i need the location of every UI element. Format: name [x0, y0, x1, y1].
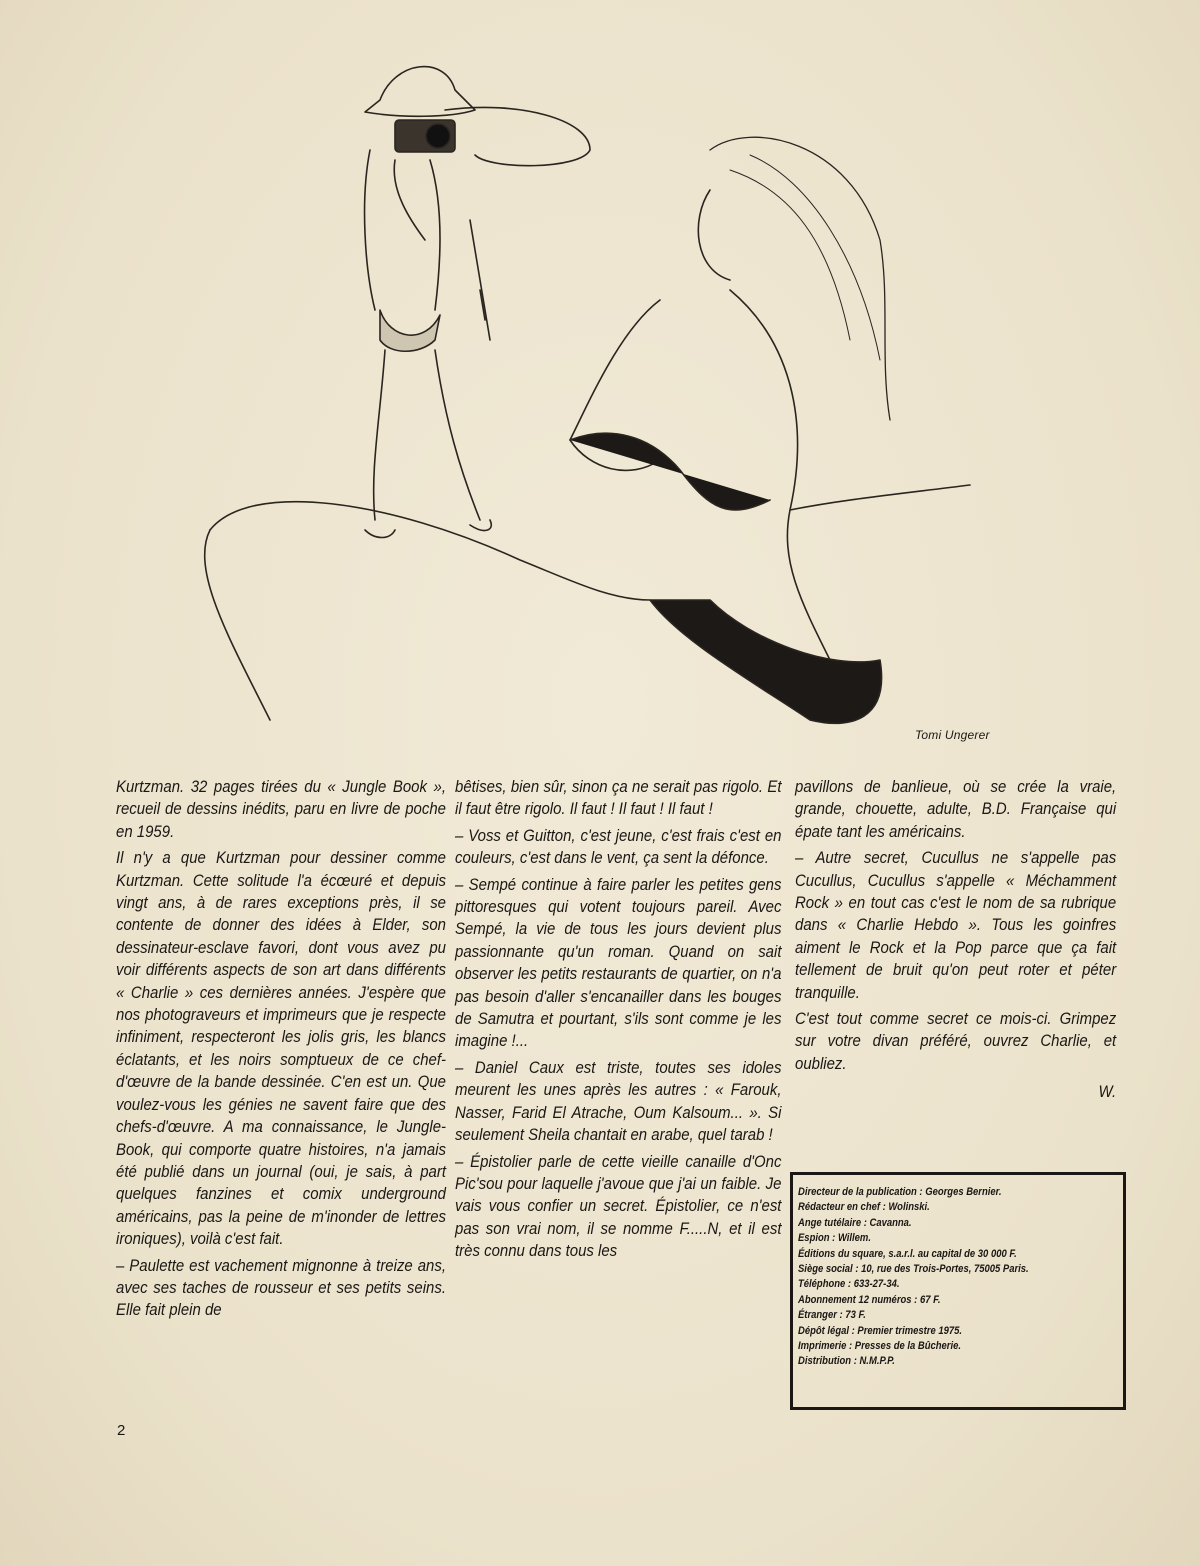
- paragraph: pavillons de banlieue, où se crée la vraie, grande, chouette, adulte, B.D. Française qui épate tant les américains.: [795, 777, 1117, 841]
- paragraph: – Daniel Caux est triste, toutes ses idoles meurent les unes après les autres : « Farouk, Nasser, Farid El Atrache, Oum Kalsoum... ». Si seulement Sheila chantait en arabe, quel tarab !: [455, 1057, 782, 1145]
- paragraph: Il n'y a que Kurtzman pour dessiner comme Kurtzman. Cette solitude l'a écœuré et depuis vingt ans, à de rares exceptions près, il se contente de donner des idées à Elder, son dessinateur-esclave favori, dont vous avez pu voir différents aspects de son art dans différents « Charlie » ces dernières années. J'espère que nos photograveurs et imprimeurs que je respecte infiniment, respecteront les jolis gris, les blancs éclatants, et les noirs somptueux de ce chef-d'œuvre de la bande dessinée. C'en est un. Que voulez-vous les génies ne savent faire que des chefs-d'œuvre. A ma connaissance, le Jungle-Book, qui comporte quatre histoires, n'a jamais été publié dans un journal (oui, je sais, à part quelques fanzines et comix underground américains, pas la peine de m'inonder de lettres ironiques), voilà c'est fait.: [116, 848, 446, 1249]
- masthead-line: Espion : Willem.: [798, 1232, 871, 1245]
- text-column-1: [116, 776, 446, 1326]
- masthead-line: Directeur de la publication : Georges Bernier.: [798, 1186, 1002, 1198]
- masthead-line: Ange tutélaire : Cavanna.: [798, 1216, 912, 1229]
- paragraph: – Paulette est vachement mignonne à treize ans, avec ses taches de rousseur et ses petits seins. Elle fait plein de: [116, 1255, 446, 1320]
- page-number: 2: [117, 1422, 126, 1439]
- text-column-3: [795, 776, 1116, 1108]
- ink-drawing-icon: [190, 40, 1050, 760]
- paragraph: – Épistolier parle de cette vieille canaille d'Onc Pic'sou pour laquelle j'avoue que j'ai un faible. Je vais vous confier un secret. Épistolier, ce n'est pas son vrai nom, il se nomme F.....N, et il est très connu dans tous les: [455, 1151, 782, 1261]
- paragraph: – Autre secret, Cucullus ne s'appelle pas Cucullus, Cucullus s'appelle « Méchamment Rock » en tout cas c'est le nom de sa rubrique dans « Charlie Hebdo ». Tous les goinfres aiment le Rock et la Pop parce que ça fait tellement de bruit qu'on peut roter et péter tranquille.: [795, 848, 1117, 1002]
- illustration-credit: Tomi Ungerer: [915, 728, 990, 742]
- masthead-line: Abonnement 12 numéros : 67 F.: [798, 1293, 941, 1306]
- paragraph: – Sempé continue à faire parler les petites gens pittoresques qui votent toujours pareil. Avec Sempé, la vie de tous les jours devient plus passionnante qu'un roman. Quand on sait observer les petits restaurants de quartier, on n'a pas besoin d'aller s'encanailler dans les bouges de Samutra et pourtant, s'ils sont comme je les imagine !...: [455, 874, 782, 1051]
- masthead-line: Distribution : N.M.P.P.: [798, 1355, 895, 1368]
- masthead-line: Dépôt légal : Premier trimestre 1975.: [798, 1324, 963, 1337]
- text-column-2: [455, 776, 781, 1267]
- masthead-line: Éditions du square, s.a.r.l. au capital de 30 000 F.: [798, 1247, 1017, 1260]
- paragraph: Kurtzman. 32 pages tirées du « Jungle Book », recueil de dessins inédits, paru en livre de poche en 1959.: [116, 777, 446, 841]
- paragraph: bêtises, bien sûr, sinon ça ne serait pas rigolo. Et il faut être rigolo. Il faut ! Il faut ! Il faut !: [455, 777, 782, 819]
- masthead-line: Siège social : 10, rue des Trois-Portes, 75005 Paris.: [798, 1263, 1029, 1276]
- masthead-line: Imprimerie : Presses de la Bûcherie.: [798, 1340, 962, 1353]
- masthead-line: Rédacteur en chef : Wolinski.: [798, 1201, 930, 1214]
- author-signature: W.: [1098, 1082, 1117, 1102]
- paragraph: – Voss et Guitton, c'est jeune, c'est frais c'est en couleurs, c'est dans le vent, ça sent la défonce.: [455, 825, 782, 868]
- masthead-line: Étranger : 73 F.: [798, 1309, 866, 1322]
- masthead-box: [790, 1172, 1126, 1410]
- masthead-line: Téléphone : 633-27-34.: [798, 1278, 900, 1291]
- paragraph: C'est tout comme secret ce mois-ci. Grimpez sur votre divan préféré, ouvrez Charlie, et oubliez.: [795, 1009, 1117, 1073]
- illustration: [190, 40, 1050, 760]
